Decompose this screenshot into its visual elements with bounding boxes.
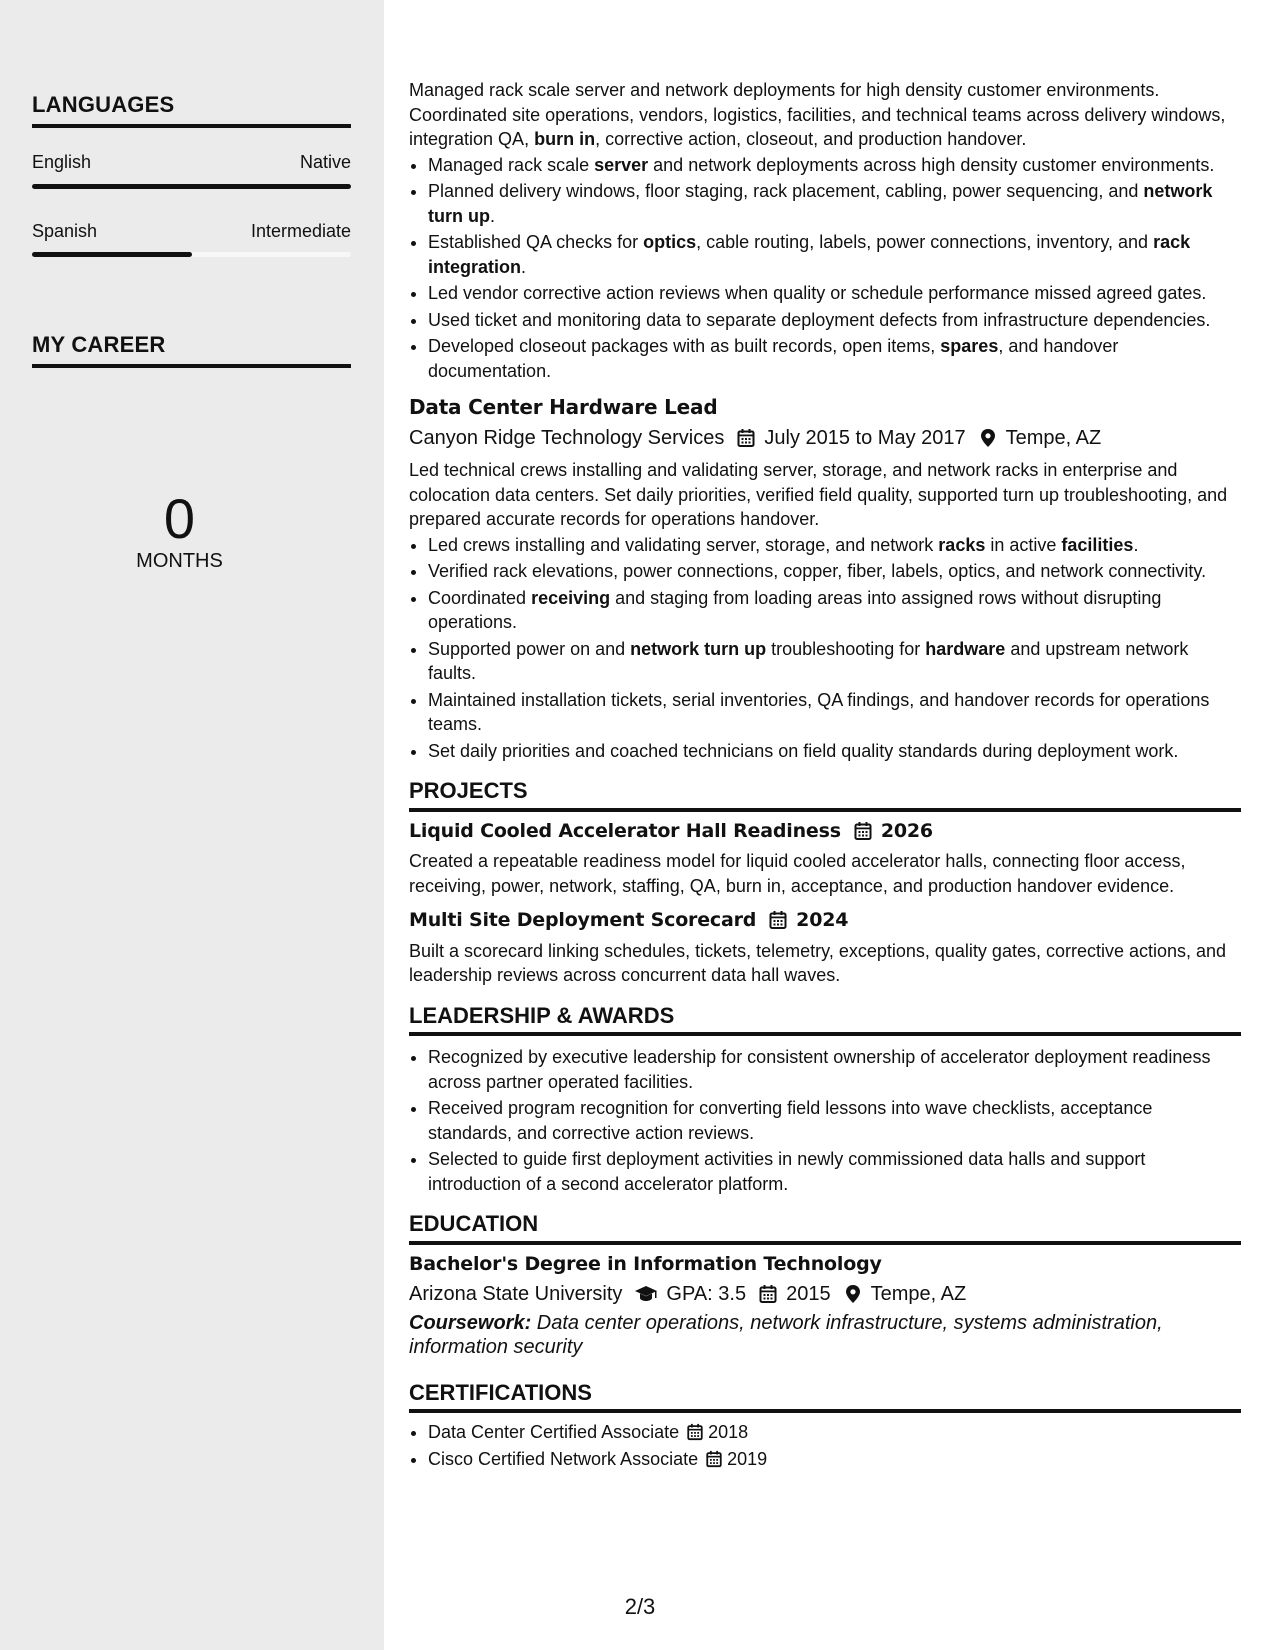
summary-bold: burn in xyxy=(534,129,596,149)
degree-title: Bachelor's Degree in Information Technology xyxy=(409,1252,882,1275)
project-title xyxy=(409,908,1241,933)
list-item: • Planned delivery windows, floor staging, rack placement, cabling, power sequencing, and network turn up. xyxy=(428,179,1241,228)
language-row-english xyxy=(32,152,351,173)
project-year: 2024 xyxy=(796,909,849,931)
list-item: • Developed closeout packages with as built records, open items, spares, and handover documentation. xyxy=(428,334,1241,383)
language-level: Intermediate xyxy=(250,221,351,241)
location-pin-icon xyxy=(843,1284,863,1304)
languages-heading: LANGUAGES xyxy=(32,92,351,128)
calendar-icon xyxy=(768,910,788,930)
language-proficiency-fill xyxy=(32,252,192,257)
language-proficiency-bar xyxy=(32,184,351,189)
certification-name: Data Center Certified Associate xyxy=(428,1422,680,1442)
calendar-icon xyxy=(686,1423,704,1441)
gpa: GPA: 3.5 xyxy=(666,1283,747,1305)
job-bullets xyxy=(409,533,1241,764)
leadership-bullets xyxy=(409,1045,1241,1196)
calendar-icon xyxy=(736,428,756,448)
sidebar xyxy=(0,0,384,1650)
list-item: • Established QA checks for optics, cable routing, labels, power connections, inventory, and rack integration. xyxy=(428,230,1241,279)
list-item: • Coordinated receiving and staging from loading areas into assigned rows without disrupting operations. xyxy=(428,586,1241,635)
list-item: • Maintained installation tickets, serial inventories, QA findings, and handover records for operations teams. xyxy=(428,688,1241,737)
leadership-heading: LEADERSHIP & AWARDS xyxy=(409,1004,1241,1037)
list-item: • Set daily priorities and coached technicians on field quality standards during deployment work. xyxy=(428,739,1241,764)
education-location: Tempe, AZ xyxy=(870,1283,967,1305)
language-name: Spanish xyxy=(32,221,98,241)
list-item: • Supported power on and network turn up troubleshooting for hardware and upstream network faults. xyxy=(428,637,1241,686)
project-description: Built a scorecard linking schedules, tickets, telemetry, exceptions, quality gates, corrective actions, and leadership reviews across concurrent data hall waves. xyxy=(409,940,1227,985)
list-item: • Recognized by executive leadership for consistent ownership of accelerator deployment readiness across partner operated facilities. xyxy=(428,1045,1241,1094)
career-months-value: 0 xyxy=(163,487,196,550)
coursework-text: Data center operations, network infrastructure, systems administration, information security xyxy=(409,1311,1163,1358)
language-level: Native xyxy=(299,152,351,172)
education-heading: EDUCATION xyxy=(409,1212,1241,1245)
language-row-spanish xyxy=(32,221,351,242)
coursework xyxy=(409,1311,1241,1359)
list-item: • Led crews installing and validating server, storage, and network racks in active facilities. xyxy=(428,533,1241,558)
company-name: Canyon Ridge Technology Services xyxy=(409,426,725,449)
main-content xyxy=(409,78,1241,1473)
job-location: Tempe, AZ xyxy=(1005,426,1102,449)
calendar-icon xyxy=(853,821,873,841)
calendar-icon xyxy=(758,1284,778,1304)
calendar-icon xyxy=(705,1450,723,1468)
graduation-cap-icon xyxy=(634,1284,658,1304)
list-item: • Received program recognition for converting field lessons into wave checklists, acceptance standards, and corrective action reviews. xyxy=(428,1096,1241,1145)
certification-item xyxy=(428,1420,1241,1445)
project-year: 2026 xyxy=(880,819,933,842)
list-item: • Used ticket and monitoring data to separate deployment defects from infrastructure dependencies. xyxy=(428,308,1241,333)
certifications-list xyxy=(409,1420,1241,1471)
page-number: 2/3 xyxy=(624,1594,656,1619)
job-title: Data Center Hardware Lead xyxy=(409,395,718,419)
certification-name: Cisco Certified Network Associate xyxy=(428,1448,699,1469)
career-months-unit: MONTHS xyxy=(136,550,223,572)
list-item: • Led vendor corrective action reviews when quality or schedule performance missed agreed gates. xyxy=(428,281,1241,306)
school-name: Arizona State University xyxy=(409,1283,623,1305)
coursework-label: Coursework: xyxy=(409,1311,532,1334)
list-item: • Verified rack elevations, power connections, copper, fiber, labels, optics, and network connectivity. xyxy=(428,559,1241,584)
list-item: • Managed rack scale server and network deployments across high density customer environments. xyxy=(428,153,1241,178)
projects-heading: PROJECTS xyxy=(409,779,1241,812)
language-name: English xyxy=(32,152,92,172)
job-summary: Led technical crews installing and validating server, storage, and network racks in enterprise and colocation data centers. Set daily priorities, verified field quality, supported turn up troubleshooting, and prepared accurate records for operations handover. xyxy=(409,460,1228,529)
certification-year: 2018 xyxy=(708,1422,749,1442)
job-meta xyxy=(409,426,1241,451)
certification-year: 2019 xyxy=(727,1448,768,1469)
project-name: Liquid Cooled Accelerator Hall Readiness xyxy=(409,819,841,842)
language-proficiency-bar xyxy=(32,252,351,257)
education-meta xyxy=(409,1282,1241,1307)
job-dates: July 2015 to May 2017 xyxy=(764,426,966,449)
certification-item xyxy=(428,1447,1241,1472)
language-proficiency-fill xyxy=(32,184,351,189)
summary-text: Managed rack scale server and network deployments for high density customer environments. Coordinated site operations, vendors, logistics, facilities, and technical teams across delivery windows, integration QA, xyxy=(409,80,1226,149)
job-summary xyxy=(409,78,1241,152)
certifications-heading: CERTIFICATIONS xyxy=(409,1381,1241,1414)
project-name: Multi Site Deployment Scorecard xyxy=(409,909,757,931)
summary-text-end: , corrective action, closeout, and production handover. xyxy=(595,129,1027,149)
list-item: • Selected to guide first deployment activities in newly commissioned data halls and support introduction of a second accelerator platform. xyxy=(428,1147,1241,1196)
job-bullets xyxy=(409,153,1241,384)
education-year: 2015 xyxy=(786,1283,831,1305)
project-title xyxy=(409,819,1241,844)
career-heading: MY CAREER xyxy=(32,332,351,368)
project-description: Created a repeatable readiness model for liquid cooled accelerator halls, connecting floor access, receiving, power, network, staffing, QA, burn in, acceptance, and production handover evidence. xyxy=(409,851,1186,896)
location-pin-icon xyxy=(978,428,998,448)
